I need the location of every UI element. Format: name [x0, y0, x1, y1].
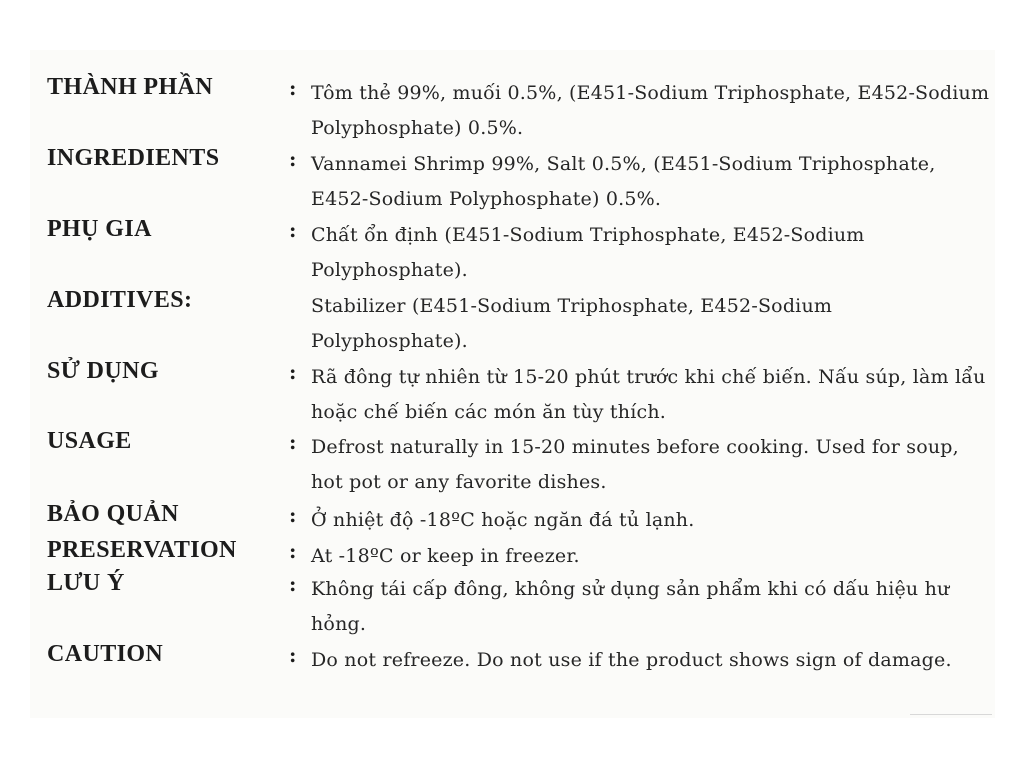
row-key: ADDITIVES:: [47, 287, 193, 313]
row-key: BẢO QUẢN: [47, 501, 179, 527]
row-colon: :: [289, 643, 297, 667]
row-value: Không tái cấp đông, không sử dụng sản phẩm khi có dấu hiệu hư hỏng.: [311, 578, 950, 635]
row-key: LƯU Ý: [47, 570, 125, 596]
row-value: Do not refreeze. Do not use if the product shows sign of damage.: [311, 649, 952, 671]
row-key: PRESERVATION: [47, 537, 237, 563]
row-key: THÀNH PHẦN: [47, 74, 213, 100]
row-colon: :: [289, 572, 297, 596]
row-key: CAUTION: [47, 641, 164, 667]
row-colon: :: [289, 503, 297, 527]
row-key: INGREDIENTS: [47, 145, 220, 171]
row-value: Stabilizer (E451-Sodium Triphosphate, E452-Sodium Polyphosphate).: [311, 295, 833, 352]
row-colon: :: [289, 218, 297, 242]
row-key: USAGE: [47, 428, 132, 454]
row-value: Ở nhiệt độ -18ºC hoặc ngăn đá tủ lạnh.: [311, 509, 695, 531]
bottom-divider: [910, 714, 992, 715]
row-key: SỬ DỤNG: [47, 358, 159, 384]
row-colon: :: [289, 76, 297, 100]
row-colon: :: [289, 360, 297, 384]
row-key: PHỤ GIA: [47, 216, 152, 242]
row-colon: :: [289, 147, 297, 171]
row-value: Rã đông tự nhiên từ 15-20 phút trước khi chế biến. Nấu súp, làm lẩu hoặc chế biến các món ăn tùy thích.: [311, 366, 986, 423]
row-value: At -18ºC or keep in freezer.: [311, 545, 580, 567]
row-value: Defrost naturally in 15-20 minutes before cooking. Used for soup, hot pot or any favorite dishes.: [311, 436, 959, 493]
row-value: Chất ổn định (E451-Sodium Triphosphate, E452-Sodium Polyphosphate).: [311, 224, 865, 281]
row-colon: :: [289, 539, 297, 563]
row-value: Vannamei Shrimp 99%, Salt 0.5%, (E451-Sodium Triphosphate, E452-Sodium Polyphosphate) 0.5%.: [311, 153, 936, 210]
row-colon: :: [289, 430, 297, 454]
row-value: Tôm thẻ 99%, muối 0.5%, (E451-Sodium Triphosphate, E452-Sodium Polyphosphate) 0.5%.: [311, 82, 990, 139]
